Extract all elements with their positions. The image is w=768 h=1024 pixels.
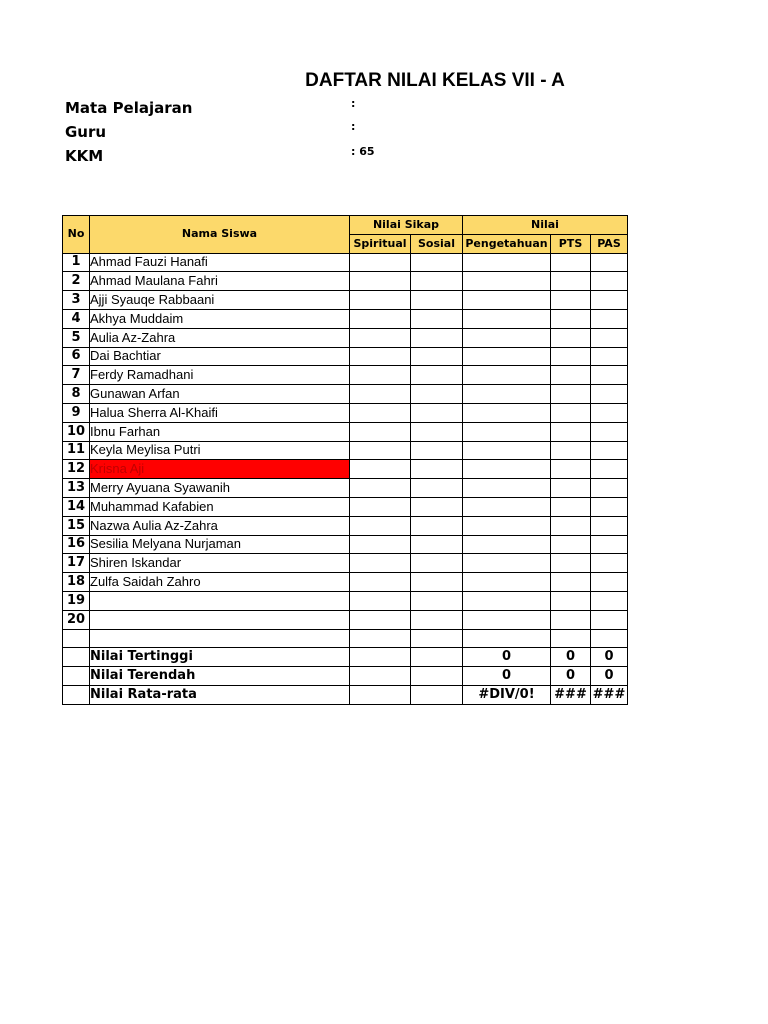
grade-cell-spiritual[interactable] [350,272,411,291]
student-name[interactable] [90,591,350,610]
table-row [63,403,628,422]
summary-label: Nilai Tertinggi [90,648,350,667]
grade-cell-pts[interactable] [551,328,591,347]
grade-cell-pas[interactable] [591,516,628,535]
summary-value-pts: 0 [551,648,591,667]
table-row [63,573,628,592]
grade-cell-pts[interactable] [551,516,591,535]
table-cell [63,667,90,686]
grade-cell-pas[interactable] [591,272,628,291]
grade-cell-spiritual[interactable] [350,385,411,404]
grade-cell-pts[interactable] [551,610,591,629]
grade-cell-spiritual[interactable] [350,573,411,592]
student-no: 2 [63,272,90,291]
summary-row [63,667,628,686]
student-no: 18 [63,573,90,592]
student-no: 8 [63,385,90,404]
student-name[interactable]: Ibnu Farhan [90,422,350,441]
grade-cell-pengetahuan[interactable] [463,460,551,479]
student-name[interactable]: Keyla Meylisa Putri [90,441,350,460]
grade-cell-pts[interactable] [551,535,591,554]
table-row [63,422,628,441]
grade-cell-pengetahuan[interactable] [463,497,551,516]
grade-cell-sosial[interactable] [411,291,463,310]
student-name[interactable]: Halua Sherra Al-Khaifi [90,403,350,422]
table-row [63,516,628,535]
meta-value-kkm: : 65 [351,145,375,158]
grade-cell-pengetahuan[interactable] [463,328,551,347]
student-no: 14 [63,497,90,516]
grade-cell-pts[interactable] [551,591,591,610]
grade-cell-pengetahuan[interactable] [463,403,551,422]
table-row [63,328,628,347]
grade-cell-pengetahuan[interactable] [463,347,551,366]
summary-value-pengetahuan: 0 [463,667,551,686]
meta-value-guru: : [351,120,356,133]
table-cell[interactable] [350,629,411,648]
summary-label: Nilai Terendah [90,667,350,686]
table-cell [63,685,90,704]
grade-cell-pts[interactable] [551,272,591,291]
grade-cell-spiritual[interactable] [350,422,411,441]
grade-cell-pts[interactable] [551,554,591,573]
summary-row [63,685,628,704]
table-row [63,253,628,272]
header-no: No [63,216,90,254]
student-rows [63,253,628,629]
student-no: 11 [63,441,90,460]
grade-cell-pas[interactable] [591,309,628,328]
student-no: 13 [63,479,90,498]
table-row [63,460,628,479]
grade-cell-spiritual[interactable] [350,328,411,347]
summary-value-pas: ### [591,685,628,704]
grade-cell-pas[interactable] [591,591,628,610]
student-name[interactable]: Aulia Az-Zahra [90,328,350,347]
summary-cell-sosial [411,685,463,704]
grade-cell-sosial[interactable] [411,253,463,272]
grade-cell-pengetahuan[interactable] [463,366,551,385]
student-name[interactable]: Ahmad Maulana Fahri [90,272,350,291]
grade-cell-spiritual[interactable] [350,366,411,385]
table-cell[interactable] [551,629,591,648]
summary-value-pengetahuan: #DIV/0! [463,685,551,704]
grade-cell-pts[interactable] [551,309,591,328]
grade-cell-spiritual[interactable] [350,309,411,328]
summary-value-pas: 0 [591,667,628,686]
grade-cell-pts[interactable] [551,497,591,516]
table-row [63,366,628,385]
grade-cell-pas[interactable] [591,535,628,554]
grade-cell-pengetahuan[interactable] [463,422,551,441]
grade-cell-pts[interactable] [551,460,591,479]
grade-cell-pengetahuan[interactable] [463,385,551,404]
grade-cell-pengetahuan[interactable] [463,309,551,328]
table-row [63,535,628,554]
grade-cell-spiritual[interactable] [350,403,411,422]
student-name[interactable]: Gunawan Arfan [90,385,350,404]
grade-cell-sosial[interactable] [411,309,463,328]
table-cell [63,648,90,667]
grade-cell-pts[interactable] [551,366,591,385]
table-cell[interactable] [591,629,628,648]
student-no: 19 [63,591,90,610]
grade-cell-spiritual[interactable] [350,497,411,516]
grade-cell-spiritual[interactable] [350,591,411,610]
grade-cell-pengetahuan[interactable] [463,573,551,592]
grade-cell-pas[interactable] [591,385,628,404]
grade-cell-pas[interactable] [591,403,628,422]
grade-cell-sosial[interactable] [411,328,463,347]
grade-cell-pts[interactable] [551,479,591,498]
student-name[interactable]: Shiren Iskandar [90,554,350,573]
summary-label: Nilai Rata-rata [90,685,350,704]
student-no: 5 [63,328,90,347]
grade-cell-spiritual[interactable] [350,291,411,310]
table-row [63,441,628,460]
grade-cell-sosial[interactable] [411,535,463,554]
grade-cell-pengetahuan[interactable] [463,291,551,310]
grade-cell-pas[interactable] [591,479,628,498]
summary-cell-spiritual [350,685,411,704]
summary-cell-sosial [411,648,463,667]
grade-cell-sosial[interactable] [411,272,463,291]
grade-cell-pas[interactable] [591,497,628,516]
grade-cell-pts[interactable] [551,422,591,441]
grade-cell-sosial[interactable] [411,366,463,385]
student-no: 20 [63,610,90,629]
student-no: 4 [63,309,90,328]
grade-cell-spiritual[interactable] [350,441,411,460]
student-no: 17 [63,554,90,573]
table-row [63,591,628,610]
grade-cell-pas[interactable] [591,610,628,629]
grade-cell-spiritual[interactable] [350,479,411,498]
student-no: 16 [63,535,90,554]
table-row [63,347,628,366]
student-name[interactable]: Sesilia Melyana Nurjaman [90,535,350,554]
grade-cell-sosial[interactable] [411,385,463,404]
grade-cell-pts[interactable] [551,573,591,592]
student-name[interactable]: Dai Bachtiar [90,347,350,366]
grade-cell-spiritual[interactable] [350,610,411,629]
grade-cell-pengetahuan[interactable] [463,516,551,535]
table-row [63,291,628,310]
student-no: 15 [63,516,90,535]
meta-label-kkm: KKM [65,147,104,165]
grade-cell-pas[interactable] [591,554,628,573]
student-name[interactable]: Merry Ayuana Syawanih [90,479,350,498]
grade-cell-pas[interactable] [591,422,628,441]
grade-cell-pas[interactable] [591,291,628,310]
student-no: 10 [63,422,90,441]
summary-cell-spiritual [350,667,411,686]
grade-cell-pts[interactable] [551,253,591,272]
grade-cell-sosial[interactable] [411,441,463,460]
header-pts: PTS [551,234,591,253]
header-pas: PAS [591,234,628,253]
grade-cell-pas[interactable] [591,573,628,592]
page-title: DAFTAR NILAI KELAS VII - A [305,70,565,91]
grade-table [62,215,628,705]
grade-cell-pengetahuan[interactable] [463,535,551,554]
grade-cell-spiritual[interactable] [350,253,411,272]
table-row [63,497,628,516]
student-name[interactable]: Ajji Syauqe Rabbaani [90,291,350,310]
grade-cell-pas[interactable] [591,460,628,479]
student-no: 1 [63,253,90,272]
blank-row [63,629,628,648]
grade-cell-pengetahuan[interactable] [463,554,551,573]
meta-label-mata-pelajaran: Mata Pelajaran [65,99,193,117]
meta-label-guru: Guru [65,123,107,141]
student-name[interactable]: Zulfa Saidah Zahro [90,573,350,592]
grade-cell-pengetahuan[interactable] [463,441,551,460]
student-no: 9 [63,403,90,422]
grade-cell-spiritual[interactable] [350,347,411,366]
grade-cell-pas[interactable] [591,441,628,460]
header-nilai-sikap: Nilai Sikap [350,216,463,235]
grade-cell-sosial[interactable] [411,610,463,629]
summary-cell-sosial [411,667,463,686]
grade-cell-pts[interactable] [551,385,591,404]
grade-cell-pengetahuan[interactable] [463,479,551,498]
summary-cell-spiritual [350,648,411,667]
student-no: 12 [63,460,90,479]
grade-cell-pengetahuan[interactable] [463,591,551,610]
header-spiritual: Spiritual [350,234,411,253]
grade-cell-sosial[interactable] [411,516,463,535]
student-name[interactable] [90,610,350,629]
header-pengetahuan: Pengetahuan [463,234,551,253]
student-no: 3 [63,291,90,310]
grade-cell-spiritual[interactable] [350,516,411,535]
grade-cell-pas[interactable] [591,253,628,272]
grade-cell-spiritual[interactable] [350,535,411,554]
grade-cell-sosial[interactable] [411,479,463,498]
student-name[interactable]: Akhya Muddaim [90,309,350,328]
table-cell[interactable] [463,629,551,648]
grade-cell-sosial[interactable] [411,573,463,592]
grade-cell-sosial[interactable] [411,554,463,573]
grade-cell-sosial[interactable] [411,347,463,366]
grade-cell-pts[interactable] [551,403,591,422]
student-name[interactable]: Krisna Aji [90,460,350,479]
header-sosial: Sosial [411,234,463,253]
grade-cell-pas[interactable] [591,328,628,347]
grade-cell-spiritual[interactable] [350,460,411,479]
grade-cell-sosial[interactable] [411,460,463,479]
grade-cell-pts[interactable] [551,441,591,460]
grade-cell-pengetahuan[interactable] [463,253,551,272]
table-cell[interactable] [63,629,90,648]
grade-cell-pts[interactable] [551,291,591,310]
table-cell[interactable] [90,629,350,648]
summary-value-pts: ### [551,685,591,704]
student-no: 6 [63,347,90,366]
grade-cell-pts[interactable] [551,347,591,366]
student-name[interactable]: Ahmad Fauzi Hanafi [90,253,350,272]
table-row [63,309,628,328]
grade-cell-pengetahuan[interactable] [463,272,551,291]
student-name[interactable]: Ferdy Ramadhani [90,366,350,385]
summary-value-pts: 0 [551,667,591,686]
grade-cell-spiritual[interactable] [350,554,411,573]
grade-cell-sosial[interactable] [411,403,463,422]
table-row [63,610,628,629]
grade-cell-pengetahuan[interactable] [463,610,551,629]
summary-value-pas: 0 [591,648,628,667]
summary-row [63,648,628,667]
grade-cell-pas[interactable] [591,347,628,366]
student-name[interactable]: Muhammad Kafabien [90,497,350,516]
grade-cell-sosial[interactable] [411,422,463,441]
meta-value-mata-pelajaran: : [351,97,356,110]
grade-cell-sosial[interactable] [411,591,463,610]
student-name[interactable]: Nazwa Aulia Az-Zahra [90,516,350,535]
header-nilai: Nilai [463,216,628,235]
table-row [63,272,628,291]
table-row [63,479,628,498]
header-nama-siswa: Nama Siswa [90,216,350,254]
summary-rows [63,648,628,704]
summary-value-pengetahuan: 0 [463,648,551,667]
grade-cell-sosial[interactable] [411,497,463,516]
student-no: 7 [63,366,90,385]
table-row [63,554,628,573]
table-cell[interactable] [411,629,463,648]
grade-cell-pas[interactable] [591,366,628,385]
table-row [63,385,628,404]
